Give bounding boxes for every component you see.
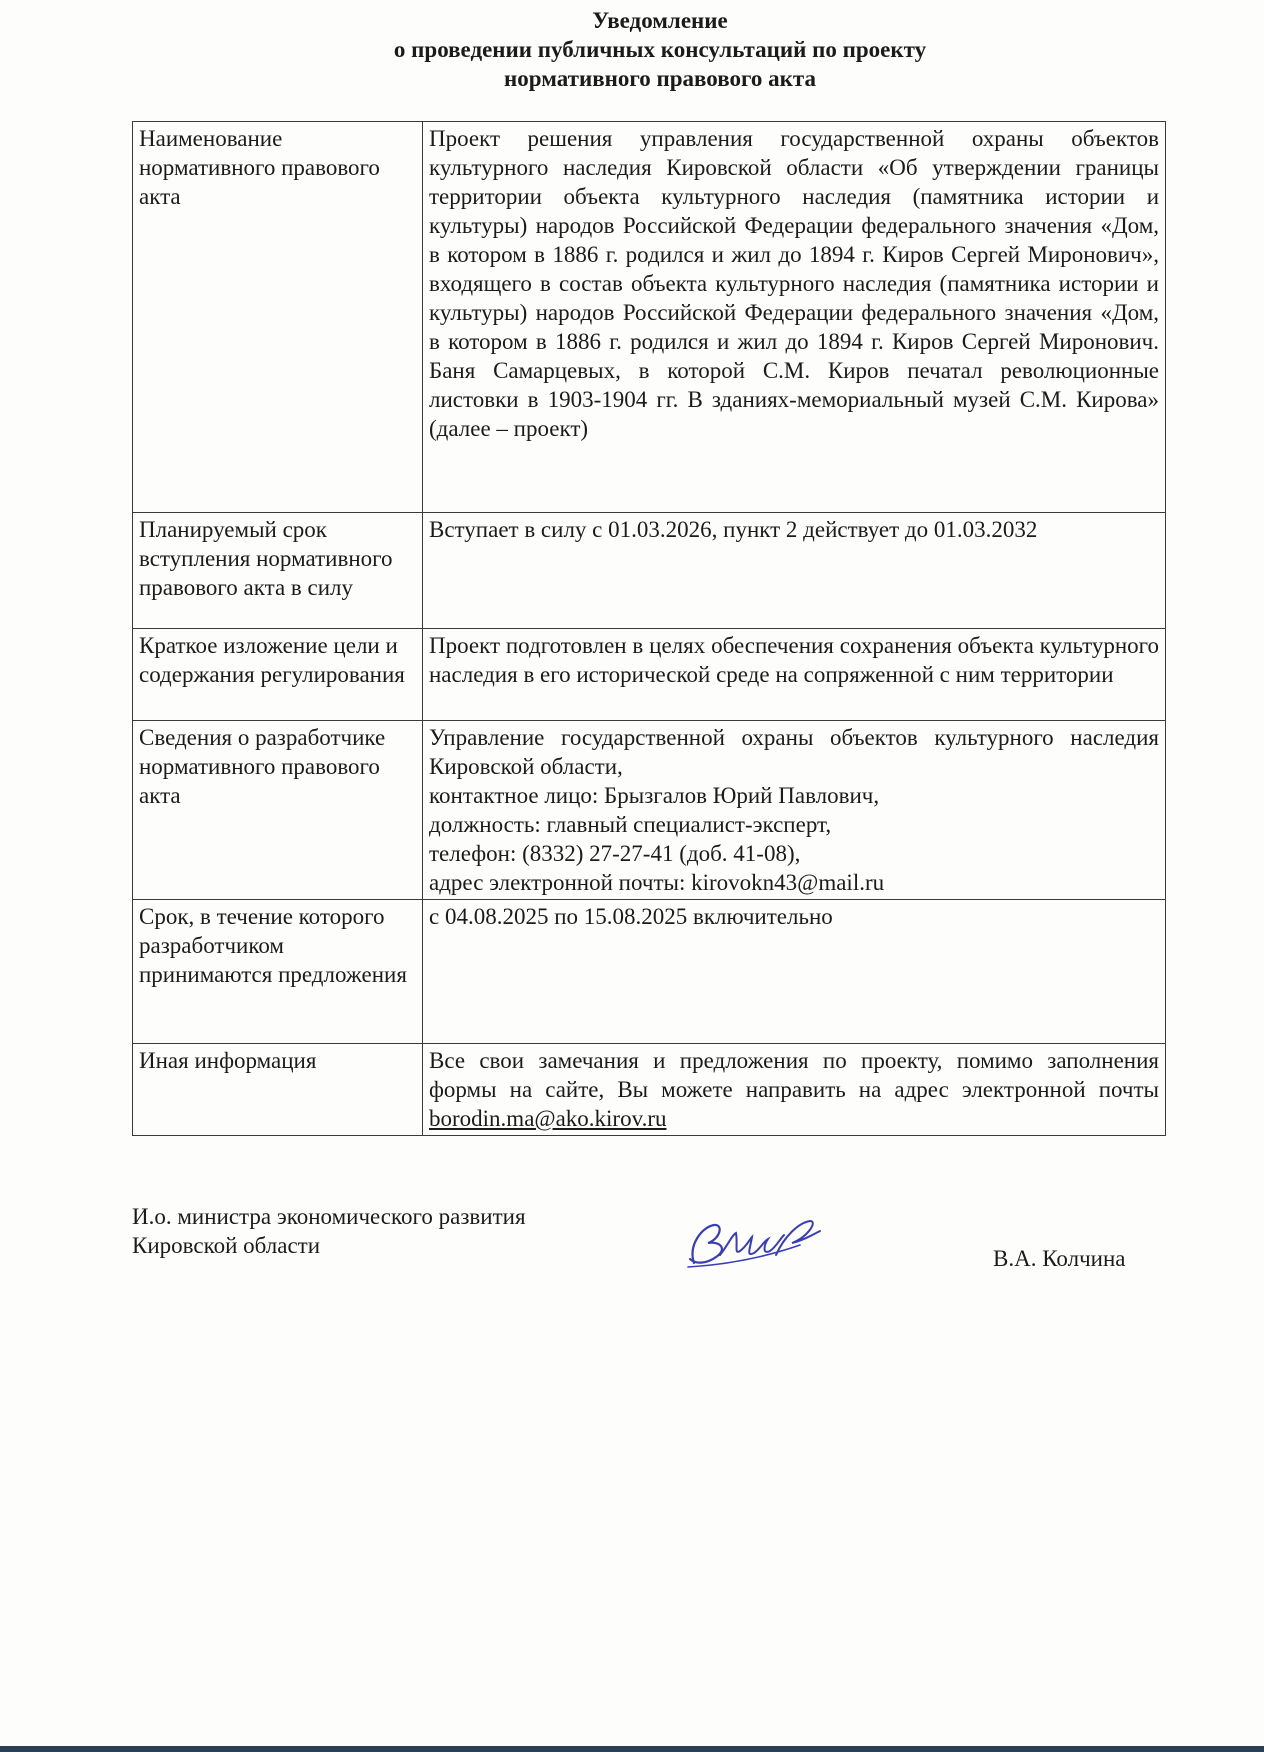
developer-phone-line: телефон: (8332) 27-27-41 (доб. 41-08), — [429, 841, 801, 866]
row-label-act-name: Наименование нормативного правового акта — [133, 122, 423, 513]
row-value-other-info — [423, 1044, 1166, 1136]
row-label-period: Срок, в течение которого разработчиком принимаются предложения — [133, 900, 423, 1044]
table-row — [133, 122, 1166, 513]
heading-title: Уведомление — [592, 8, 728, 33]
signatory-position-line2: Кировской области — [132, 1233, 321, 1258]
row-value-developer — [423, 721, 1166, 900]
signatory-position-line1: И.о. министра экономического развития — [132, 1204, 526, 1229]
document-heading — [200, 6, 1120, 93]
table-row — [133, 629, 1166, 721]
notice-table — [132, 121, 1166, 1136]
scan-edge-divider — [0, 1746, 1264, 1752]
developer-org-line: Управление государственной охраны объектов культурного наследия Кировской области, — [429, 725, 1159, 779]
developer-email-line: адрес электронной почты: kirovokn43@mail.ru — [429, 870, 885, 895]
row-label-effective-date: Планируемый срок вступления нормативного правового акта в силу — [133, 513, 423, 629]
row-value-act-name: Проект решения управления государственной охраны объектов культурного наследия Кировской области «Об утверждении границы территории объекта культурного наследия (памятника истории и культуры) народов Российской Федерации федерального значения «Дом, в котором в 1886 г. родился и жил до 1894 г. Киров Сергей Миронович», входящего в состав объекта культурного наследия (памятника истории и культуры) народов Российской Федерации федерального значения «Дом, в котором в 1886 г. родился и жил до 1894 г. Киров Сергей Миронович. Баня Самарцевых, в которой С.М. Киров печатал революционные листовки в 1903-1904 гг. В зданиях-мемориальный музей С.М. Кирова» (далее – проект) — [423, 122, 1166, 513]
row-value-period: с 04.08.2025 по 15.08.2025 включительно — [423, 900, 1166, 1044]
handwritten-signature — [680, 1215, 830, 1275]
other-info-text: Все свои замечания и предложения по проекту, помимо заполнения формы на сайте, Вы можете направить на адрес электронной почты — [429, 1048, 1159, 1102]
signatory-name: В.А. Колчина — [993, 1246, 1126, 1271]
row-value-summary: Проект подготовлен в целях обеспечения сохранения объекта культурного наследия в его исторической среде на сопряженной с ним территории — [423, 629, 1166, 721]
developer-contact-line: контактное лицо: Брызгалов Юрий Павлович, — [429, 783, 880, 808]
row-label-other-info: Иная информация — [133, 1044, 423, 1136]
heading-subtitle-line1: о проведении публичных консультаций по проекту — [393, 37, 927, 62]
table-row — [133, 513, 1166, 629]
row-value-effective-date: Вступает в силу с 01.03.2026, пункт 2 действует до 01.03.2032 — [423, 513, 1166, 629]
row-label-summary: Краткое изложение цели и содержания регулирования — [133, 629, 423, 721]
other-info-email-link[interactable]: borodin.ma@ako.kirov.ru — [429, 1106, 667, 1131]
row-label-developer: Сведения о разработчике нормативного правового акта — [133, 721, 423, 900]
heading-subtitle-line2: нормативного правового акта — [504, 66, 816, 91]
table-row — [133, 1044, 1166, 1136]
signatory-position — [132, 1202, 526, 1260]
table-row — [133, 900, 1166, 1044]
developer-position-line: должность: главный специалист-эксперт, — [429, 812, 832, 837]
table-row — [133, 721, 1166, 900]
